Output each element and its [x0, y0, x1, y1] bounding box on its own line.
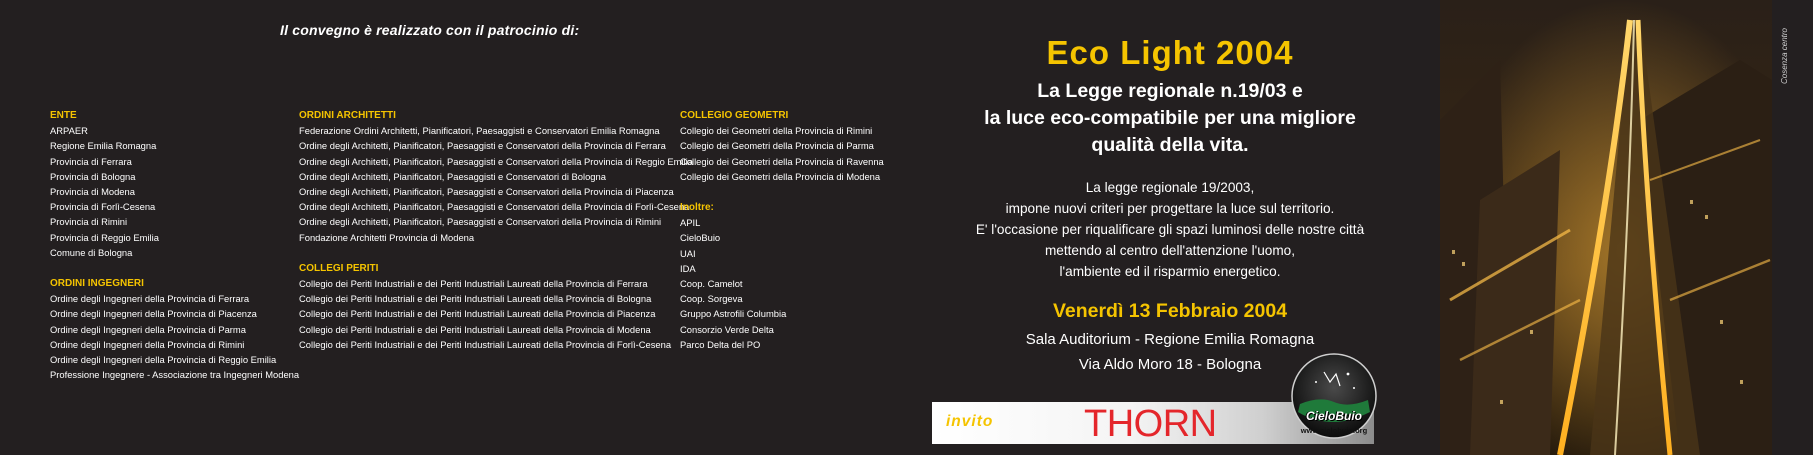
patronage-item: IDA — [680, 262, 696, 274]
patronage-item: Ordine degli Architetti, Pianificatori, Paesaggisti e Conservatori della Provincia di Forlì-Cesena — [299, 201, 690, 213]
patronage-item: Collegio dei Geometri della Provincia di Modena — [680, 170, 881, 182]
section-gap — [299, 245, 693, 261]
patronage-item: APIL — [680, 217, 701, 229]
patronage-column-1 — [50, 108, 299, 382]
patronage-section-heading: ORDINI INGEGNERI — [50, 278, 144, 290]
patronage-item: Collegio dei Geometri della Provincia di Rimini — [680, 125, 873, 137]
patronage-item: Collegio dei Geometri della Provincia di Ravenna — [680, 155, 884, 167]
subtitle-line: la luce eco-compatibile per una migliore — [984, 107, 1356, 129]
patronage-item: Ordine degli Architetti, Pianificatori, Paesaggisti e Conservatori della Provincia di Rimini — [299, 216, 662, 228]
patronage-item: Ordine degli Ingegneri della Provincia di Ferrara — [50, 293, 250, 305]
description-line: La legge regionale 19/2003, — [1085, 180, 1255, 195]
patronage-item: Collegio dei Periti Industriali e dei Periti Industriali Laureati della Provincia di Piacenza — [299, 308, 656, 320]
description-line: mettendo al centro dell'attenzione l'uomo, — [1044, 243, 1296, 258]
patronage-item: Provincia di Reggio Emilia — [50, 231, 159, 243]
patronage-item: Collegio dei Geometri della Provincia di Parma — [680, 140, 874, 152]
patronage-item: Consorzio Verde Delta — [680, 323, 774, 335]
patronage-item: Parco Delta del PO — [680, 338, 761, 350]
patronage-item: Ordine degli Architetti, Pianificatori, Paesaggisti e Conservatori della Provincia di Piacenza — [299, 186, 674, 198]
event-description — [905, 177, 1435, 282]
patronage-item: Provincia di Forlì-Cesena — [50, 201, 156, 213]
subtitle-line: La Legge regionale n.19/03 e — [1037, 80, 1303, 102]
patronage-item: Ordine degli Ingegneri della Provincia di Piacenza — [50, 308, 257, 320]
patronage-section-heading: Inoltre: — [680, 202, 714, 214]
section-gap — [50, 260, 299, 276]
patronage-item: Provincia di Bologna — [50, 170, 136, 182]
patronage-item: Provincia di Ferrara — [50, 155, 132, 167]
patronage-item: Comune di Bologna — [50, 246, 133, 258]
patronage-item: Professione Ingegnere - Associazione tra Ingegneri Modena — [50, 369, 300, 381]
invite-label: invito — [946, 413, 994, 430]
event-date: Venerdì 13 Febbraio 2004 — [1052, 300, 1288, 322]
patronage-item: Ordine degli Ingegneri della Provincia di Reggio Emilia — [50, 354, 277, 366]
patronage-column-2 — [299, 108, 693, 352]
patronage-item: Coop. Sorgeva — [680, 293, 743, 305]
patronage-item: Federazione Ordini Architetti, Pianificatori, Paesaggisti e Conservatori Emilia Romagna — [299, 125, 660, 137]
patronage-item: Regione Emilia Romagna — [50, 140, 157, 152]
cielobuio-name: CieloBuio — [1306, 409, 1362, 423]
patronage-section-heading: COLLEGI PERITI — [299, 262, 379, 274]
event-title: Eco Light 2004 — [1046, 34, 1294, 71]
patronage-column-3 — [680, 108, 884, 352]
description-line: E' l'occasione per riqualificare gli spazi luminosi delle nostre città — [975, 222, 1365, 237]
subtitle-line: qualità della vita. — [1091, 134, 1249, 156]
patronage-item: Collegio dei Periti Industriali e dei Periti Industriali Laureati della Provincia di Modena — [299, 323, 651, 335]
patronage-item: Ordine degli Ingegneri della Provincia di Rimini — [50, 338, 245, 350]
cielobuio-url: www.cielobuio.org — [1300, 426, 1368, 435]
photo-credit: Cosenza centro — [1780, 28, 1789, 85]
patronage-section-heading: ENTE — [50, 110, 77, 121]
event-subtitle — [905, 78, 1435, 159]
patronage-item: Collegio dei Periti Industriali e dei Periti Industriali Laureati della Provincia di Forlì-Cesena — [299, 338, 672, 350]
patronage-item: Coop. Camelot — [680, 278, 743, 290]
venue-line: Via Aldo Moro 18 - Bologna — [1078, 356, 1262, 373]
patronage-item: Fondazione Architetti Provincia di Modena — [299, 231, 475, 243]
patronage-item: UAI — [680, 247, 696, 259]
patronage-item: Provincia di Modena — [50, 186, 135, 198]
venue-line: Sala Auditorium - Regione Emilia Romagna — [1025, 331, 1315, 348]
patronage-item: Collegio dei Periti Industriali e dei Periti Industriali Laureati della Provincia di Ferrara — [299, 278, 648, 290]
patronage-heading: Il convegno è realizzato con il patrocinio di: — [280, 22, 580, 38]
description-line: l'ambiente ed il risparmio energetico. — [1059, 264, 1281, 279]
patronage-item: Ordine degli Architetti, Pianificatori, Paesaggisti e Conservatori della Provincia di Ferrara — [299, 140, 666, 152]
patronage-item: Collegio dei Periti Industriali e dei Periti Industriali Laureati della Provincia di Bologna — [299, 293, 652, 305]
patronage-item: CieloBuio — [680, 232, 721, 244]
description-line: impone nuovi criteri per progettare la luce sul territorio. — [1005, 201, 1335, 216]
patronage-item: ARPAER — [50, 125, 88, 137]
thorn-logo: THORN — [1084, 403, 1217, 445]
patronage-item: Ordine degli Ingegneri della Provincia di Parma — [50, 323, 246, 335]
patronage-item: Gruppo Astrofili Columbia — [680, 308, 787, 320]
patronage-item: Ordine degli Architetti, Pianificatori, Paesaggisti e Conservatori della Provincia di Reggio Emilia — [299, 155, 693, 167]
section-gap — [680, 184, 884, 200]
patronage-section-heading: ORDINI ARCHITETTI — [299, 110, 396, 121]
night-city-street-photo — [1440, 0, 1772, 455]
patronage-item: Provincia di Rimini — [50, 216, 128, 228]
patronage-item: Ordine degli Architetti, Pianificatori, Paesaggisti e Conservatori di Bologna — [299, 170, 606, 182]
patronage-section-heading: COLLEGIO GEOMETRI — [680, 110, 789, 121]
